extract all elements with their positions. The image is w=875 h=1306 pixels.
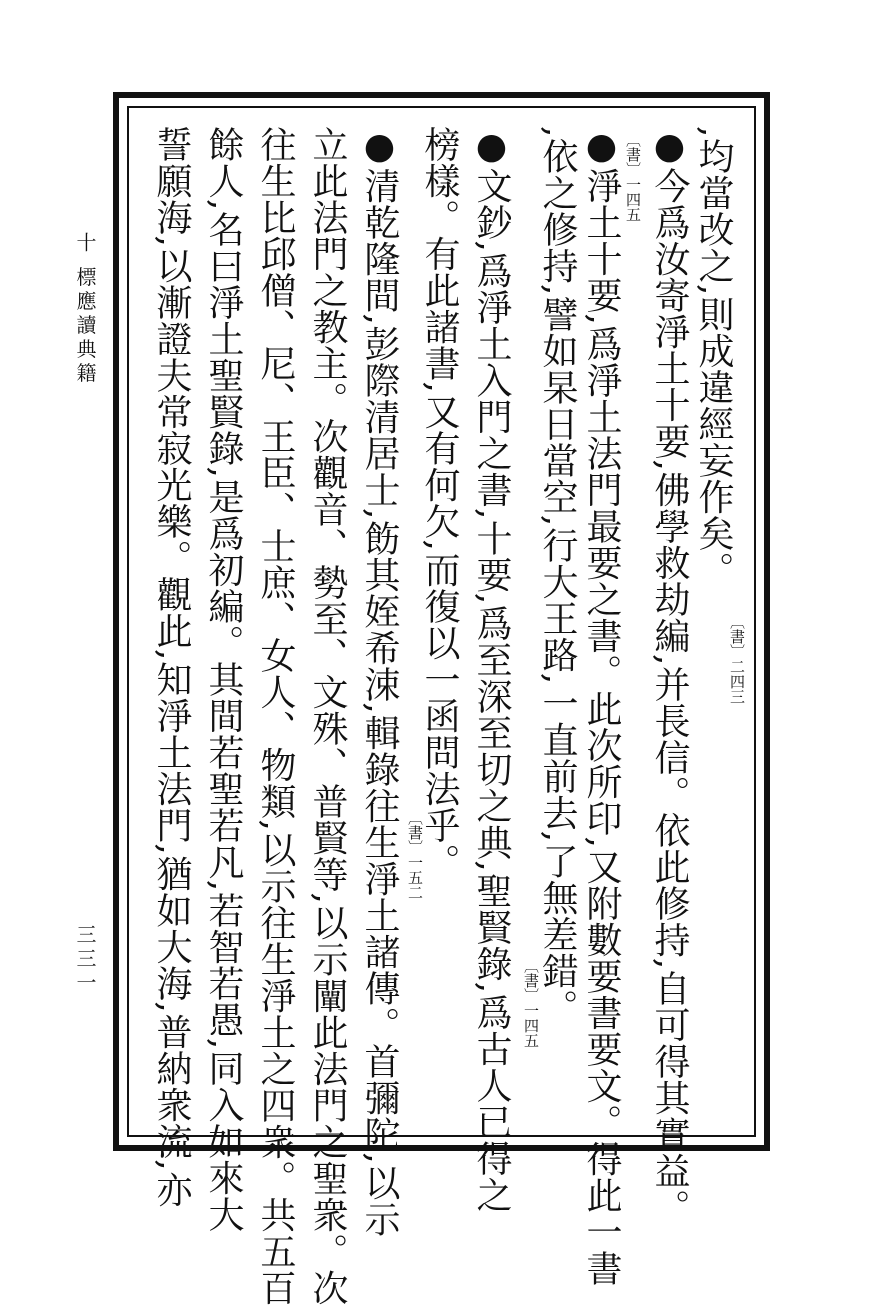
text-column-10: 餘人,名曰淨土聖賢錄,是爲初編。其間若聖若凡,若智若愚,同入如來大 (203, 126, 244, 1233)
text-column-8: 立此法門之教主。次觀音、勢至、文殊、普賢等,以示闡此法門之聖衆。次 (307, 126, 348, 1306)
text-column-3: ●淨土十要,爲淨土法門最要之書。此次所印,又附數要書要文。得此一書 (581, 126, 622, 1287)
text-column-4: ,依之修持,譬如杲日當空,行大王路,一直前去,了無差錯。 (537, 126, 578, 1026)
text-column-6: 榜樣。有此諸書,又有何欠,而復以一函問法乎。 (419, 126, 460, 880)
citation-note-3: 〔書〕一四五 (522, 958, 540, 1048)
text-column-1: ,均當改之,則成違經妄作矣。 (693, 126, 734, 588)
text-column-2: ●今爲汝寄淨土十要,佛學救劫編,并長信。依此修持,自可得其實益。 (649, 126, 690, 1226)
text-column-9: 往生比邱僧、尼、王臣、士庶、女人、物類,以示往生淨土之四衆。共五百 (255, 126, 296, 1306)
text-column-5: ●文鈔,爲淨土入門之書,十要,爲至深至切之典,聖賢錄,爲古人已得之 (471, 126, 512, 1213)
citation-note-1: 〔書〕二四三 (728, 614, 746, 704)
text-column-7: ●清乾隆間,彭際清居士,飭其姪希涑,輯錄往生淨土諸傳。首彌陀,以示 (359, 126, 400, 1238)
citation-note-4: 〔書〕一五二 (406, 810, 424, 900)
page-number: 三三一 (73, 924, 97, 996)
page-frame (113, 92, 770, 1306)
text-column-11: 誓願海,以漸證夫常寂光樂。觀此,知淨土法門,猶如大海,普納衆流,亦 (151, 126, 192, 1208)
page-inner-border (127, 106, 756, 1306)
citation-note-2: 〔書〕一四五 (624, 132, 642, 222)
margin-chapter-title: 十 標應讀典籍 (73, 232, 97, 387)
